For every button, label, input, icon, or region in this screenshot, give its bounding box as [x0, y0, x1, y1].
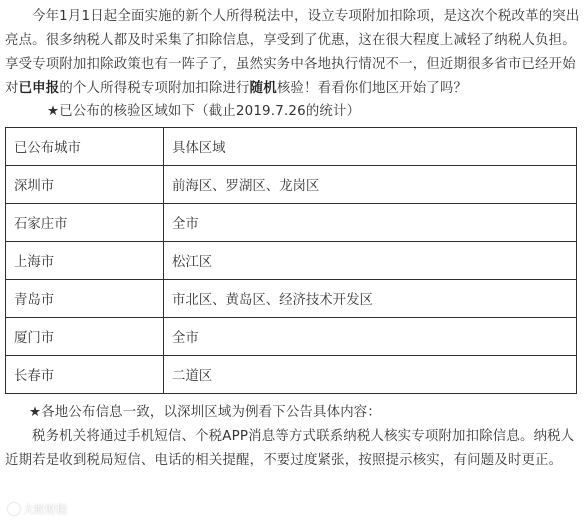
table-row — [6, 280, 577, 318]
city-cell: 长春市 — [6, 356, 164, 394]
article — [5, 0, 583, 473]
header-area-cell: 具体区域 — [164, 128, 577, 166]
intro-paragraph — [5, 0, 583, 101]
table-row — [6, 204, 577, 242]
city-cell: 青岛市 — [6, 280, 164, 318]
city-cell: 上海市 — [6, 242, 164, 280]
notice-section — [5, 400, 583, 473]
header-city-cell: 已公布城市 — [6, 128, 164, 166]
area-cell: 松江区 — [164, 242, 577, 280]
city-cell: 石家庄市 — [6, 204, 164, 242]
watermark — [8, 500, 67, 518]
watermark-logo-icon — [8, 503, 20, 515]
intro-bold-declared: 已申报 — [18, 81, 60, 96]
table-row — [6, 356, 577, 394]
area-cell: 全市 — [164, 318, 577, 356]
table-caption: ★已公布的核验区域如下（截止2019.7.26的统计） — [47, 104, 361, 119]
notice-caption: ★各地公布信息一致，以深圳区域为例看下公告具体内容： — [29, 405, 381, 420]
city-cell: 厦门市 — [6, 318, 164, 356]
watermark-text: 大蚁财税 — [23, 503, 67, 516]
table-row — [6, 318, 577, 356]
intro-text-a: 今年1月1日起全面实施的新个人所得税法中，设立专项附加扣除项，是这次个税改革的突出亮点。很多纳税人都及时采集了扣除信息，享受到了优惠，这在很大程度上减轻了纳税人负担。享受专项附加扣除政策也有一阵子了，虽然实务中各地执行情况不一，但近期很多省市已经开始对 — [5, 9, 580, 96]
area-cell: 市北区、黄岛区、经济技术开发区 — [164, 280, 577, 318]
intro-text-b: 的个人所得税专项附加扣除进行 — [59, 81, 250, 96]
area-cell: 二道区 — [164, 356, 577, 394]
notice-body: 税务机关将通过手机短信、个税APP消息等方式联系纳税人核实专项附加扣除信息。纳税人近期若是收到税局短信、电话的相关提醒，不要过度紧张，按照提示核实，有问题及时更正。 — [5, 429, 575, 468]
intro-bold-random: 随机 — [249, 81, 277, 96]
table-row — [6, 242, 577, 280]
area-cell: 前海区、罗湖区、龙岗区 — [164, 166, 577, 204]
table-row — [6, 166, 577, 204]
intro-text-c: 核验！看看你们地区开始了吗？ — [276, 81, 468, 96]
verification-region-table — [5, 127, 577, 394]
city-cell: 深圳市 — [6, 166, 164, 204]
area-cell: 全市 — [164, 204, 577, 242]
table-header-row — [6, 128, 577, 166]
